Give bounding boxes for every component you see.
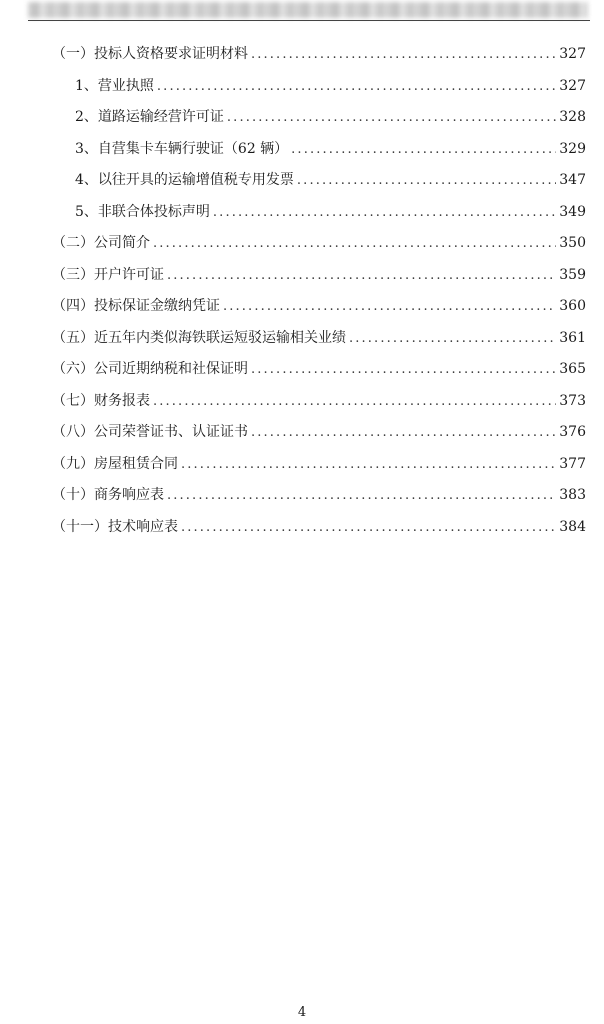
toc-entry-page: 329: [559, 140, 586, 157]
toc-dot-leader: [181, 457, 556, 472]
toc-entry[interactable]: [52, 43, 586, 75]
toc-entry-page: 383: [559, 487, 586, 503]
toc-entry-page: 328: [559, 109, 586, 125]
header-rule: [28, 20, 590, 21]
toc-entry-page: 376: [559, 424, 586, 440]
toc-dot-leader: [251, 47, 556, 62]
page-number: 4: [297, 1005, 307, 1020]
toc-entry-title: 5、非联合体投标声明: [75, 203, 210, 220]
toc-entry[interactable]: [52, 169, 586, 201]
toc-dot-leader: [251, 362, 556, 377]
toc-dot-leader: [349, 331, 556, 346]
toc-dot-leader: [153, 236, 556, 251]
toc-dot-leader: [167, 488, 556, 503]
toc-entry-page: 384: [559, 518, 586, 535]
toc-entry-page: 373: [559, 392, 586, 409]
toc-entry-title: （二）公司简介: [52, 235, 150, 251]
toc-entry[interactable]: [52, 138, 586, 170]
toc-dot-leader: [223, 299, 556, 314]
toc-entry-page: 327: [559, 46, 586, 62]
toc-entry-title: 2、道路运输经营许可证: [75, 109, 224, 125]
toc-entry-title: 4、以往开具的运输增值税专用发票: [75, 172, 294, 188]
toc-entry-page: 377: [559, 455, 586, 472]
toc-dot-leader: [251, 425, 556, 440]
blurred-header-text: [28, 2, 588, 18]
toc-entry[interactable]: [52, 390, 586, 422]
toc-entry-page: 327: [559, 77, 586, 94]
toc-entry-title: 1、营业执照: [75, 77, 154, 94]
toc-entry-page: 365: [559, 361, 586, 377]
toc-dot-leader: [157, 79, 556, 94]
toc-entry-title: 3、自营集卡车辆行驶证（62 辆）: [75, 140, 289, 157]
table-of-contents: [52, 43, 586, 547]
toc-entry-page: 350: [559, 235, 586, 251]
toc-entry[interactable]: [52, 516, 586, 548]
toc-dot-leader: [167, 268, 556, 283]
toc-entry-title: （五）近五年内类似海铁联运短驳运输相关业绩: [52, 329, 346, 346]
toc-entry-title: （三）开户许可证: [52, 266, 164, 283]
toc-entry-page: 361: [559, 329, 586, 346]
toc-dot-leader: [227, 110, 556, 125]
toc-entry[interactable]: [52, 75, 586, 107]
toc-entry-title: （九）房屋租赁合同: [52, 455, 178, 472]
toc-entry-page: 349: [559, 203, 586, 220]
toc-entry[interactable]: [52, 295, 586, 327]
toc-entry[interactable]: [52, 232, 586, 264]
toc-dot-leader: [291, 142, 556, 157]
toc-entry-title: （七）财务报表: [52, 392, 150, 409]
toc-entry-title: （十）商务响应表: [52, 487, 164, 503]
toc-entry[interactable]: [52, 453, 586, 485]
toc-entry[interactable]: [52, 484, 586, 516]
toc-dot-leader: [213, 205, 556, 220]
toc-dot-leader: [181, 520, 556, 535]
toc-entry-title: （一）投标人资格要求证明材料: [52, 46, 248, 62]
toc-entry[interactable]: [52, 201, 586, 233]
toc-entry-title: （六）公司近期纳税和社保证明: [52, 361, 248, 377]
toc-dot-leader: [153, 394, 556, 409]
toc-entry-page: 360: [559, 298, 586, 314]
toc-entry-title: （四）投标保证金缴纳凭证: [52, 298, 220, 314]
toc-entry-title: （十一）技术响应表: [52, 518, 178, 535]
toc-entry[interactable]: [52, 106, 586, 138]
toc-entry[interactable]: [52, 264, 586, 296]
toc-dot-leader: [297, 173, 556, 188]
toc-entry[interactable]: [52, 358, 586, 390]
toc-entry-title: （八）公司荣誉证书、认证证书: [52, 424, 248, 440]
toc-entry-page: 347: [559, 172, 586, 188]
toc-entry-page: 359: [559, 266, 586, 283]
toc-entry[interactable]: [52, 421, 586, 453]
toc-entry[interactable]: [52, 327, 586, 359]
